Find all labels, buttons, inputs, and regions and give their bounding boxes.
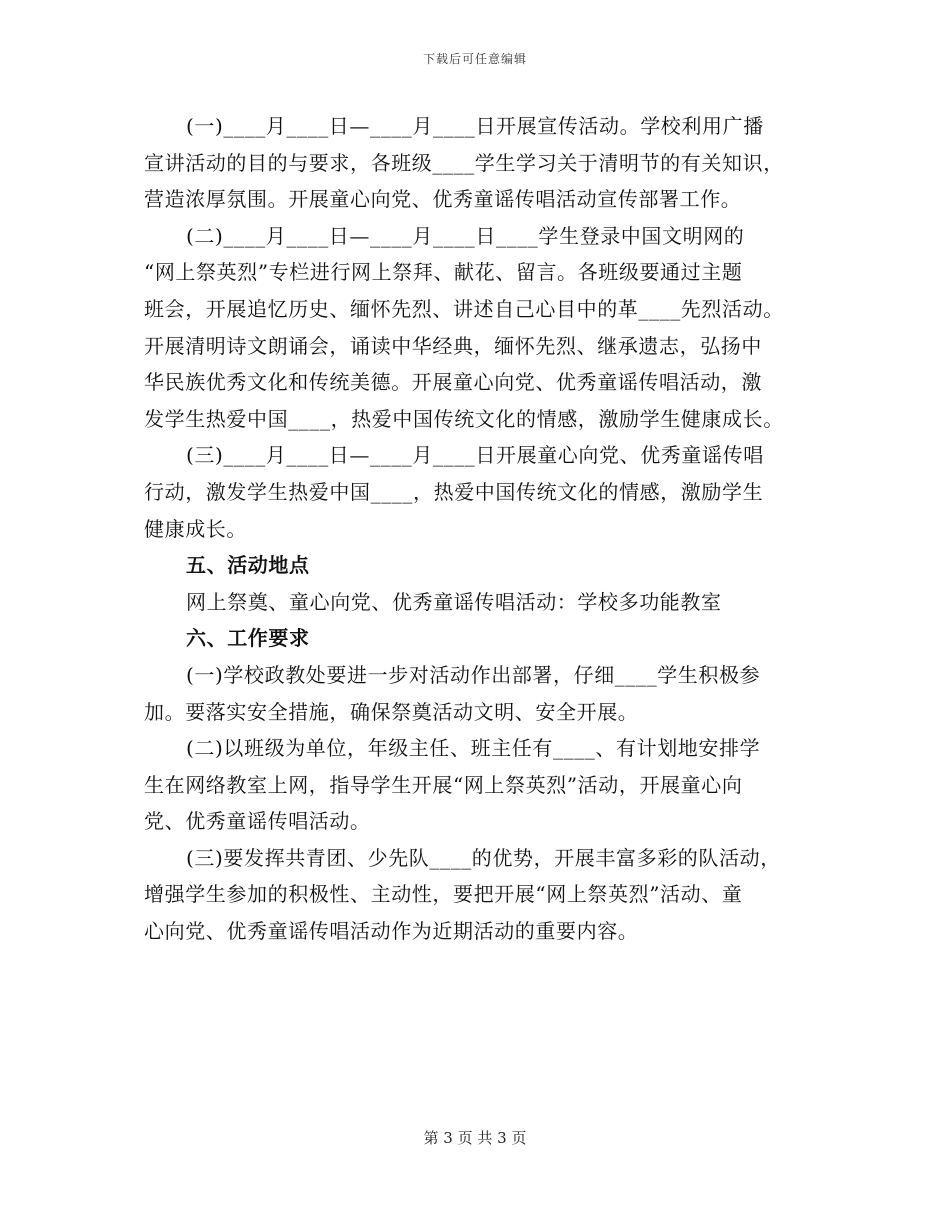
paragraph-line: 生在网络教室上网，指导学生开展“网上祭英烈”活动，开展童心向 — [144, 772, 743, 797]
paragraph-line: 加。要落实安全措施，确保祭奠活动文明、安全开展。 — [144, 699, 639, 724]
section-heading: 六、工作要求 — [186, 626, 310, 651]
paragraph-line: 华民族优秀文化和传统美德。开展童心向党、优秀童谣传唱活动，激 — [144, 370, 762, 395]
paragraph-line: 网上祭奠、童心向党、优秀童谣传唱活动：学校多功能教室 — [186, 589, 722, 614]
paragraph-line: 开展清明诗文朗诵会，诵读中华经典，缅怀先烈、继承遗志，弘扬中 — [144, 333, 762, 358]
paragraph-line: (三)要发挥共青团、少先队____的优势，开展丰富多彩的队活动， — [186, 845, 781, 870]
paragraph-line: (二)____月____日—____月____日____学生登录中国文明网的 — [186, 223, 745, 248]
paragraph-line: 班会，开展追忆历史、缅怀先烈、讲述自己心目中的革____先烈活动。 — [144, 296, 784, 321]
paragraph-line: 增强学生参加的积极性、主动性，要把开展“网上祭英烈”活动、童 — [144, 882, 743, 907]
paragraph-line: (二)以班级为单位，年级主任、班主任有____、有计划地安排学 — [186, 736, 761, 761]
paragraph-line: 党、优秀童谣传唱活动。 — [144, 809, 371, 834]
paragraph-line: (三)____月____日—____月____日开展童心向党、优秀童谣传唱 — [186, 443, 764, 468]
paragraph-line: 心向党、优秀童谣传唱活动作为近期活动的重要内容。 — [144, 919, 639, 944]
paragraph-line: (一)____月____日—____月____日开展宣传活动。学校利用广播 — [186, 114, 764, 138]
paragraph-line: “网上祭英烈”专栏进行网上祭拜、献花、留言。各班级要通过主题 — [144, 260, 743, 285]
page-number: 第 3 页 共 3 页 — [423, 1129, 527, 1147]
paragraph-line: 宣讲活动的目的与要求，各班级____学生学习关于清明节的有关知识， — [144, 150, 784, 175]
document-body — [144, 108, 808, 950]
section-heading: 五、活动地点 — [186, 553, 310, 578]
paragraph-line: 行动，激发学生热爱中国____，热爱中国传统文化的情感，激励学生 — [144, 479, 764, 504]
paragraph-line: 营造浓厚氛围。开展童心向党、优秀童谣传唱活动宣传部署工作。 — [144, 187, 742, 212]
paragraph-line: 发学生热爱中国____，热爱中国传统文化的情感，激励学生健康成长。 — [144, 406, 784, 431]
paragraph-line: (一)学校政教处要进一步对活动作出部署，仔细____学生积极参 — [186, 662, 761, 687]
page-header: 下载后可任意编辑 — [422, 52, 527, 66]
paragraph-line: 健康成长。 — [144, 516, 247, 541]
